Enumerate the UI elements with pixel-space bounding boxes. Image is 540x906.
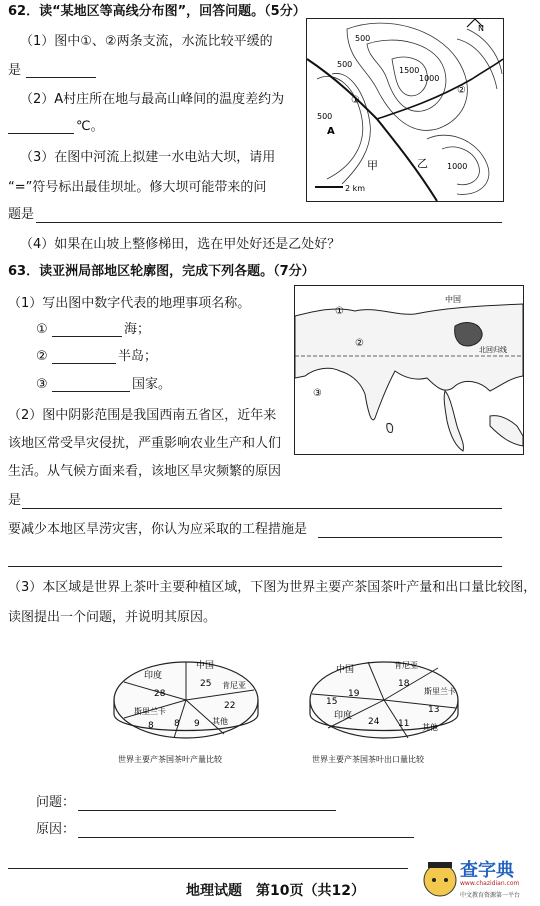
q62-part3a: （3）在图中河流上拟建一水电站大坝，请用 [20,150,276,165]
page-footer: 地理试题 第10页（共12） [186,883,365,899]
item2-number: ② [36,349,48,364]
contour-label: 1000 [419,74,440,83]
pie1-value: 8 [174,719,180,729]
q62-part1: （1）图中①、②两条支流，水流比较平缓的 [20,34,273,49]
asia-map [294,285,524,455]
pie2-label: 其他 [422,723,438,732]
q63-part2b: 该地区常受旱灾侵扰，严重影响农业生产和人们 [8,436,282,451]
q63-part3b: 读图提出一个问题，并说明其原因。 [8,610,217,625]
pie1-value: 8 [148,721,154,731]
tea-export-pie [298,638,472,768]
tea-production-pie-drawing [104,638,274,768]
q62-part4: （4）如果在山坡上整修梯田，选在甲处好还是乙处好？ [20,237,341,252]
q62-title: 62．读“某地区等高线分布图”，回答问题。（5分） [8,4,306,19]
logo-tagline: 中文教育资源第一平台 [460,892,521,899]
q63-part2e: 要减少本地区旱涝灾害，你认为应采取的工程措施是 [8,522,308,537]
answer-blank [52,363,116,364]
pie1-label: 其他 [212,717,228,726]
answer-blank [78,810,336,811]
pie2-value: 13 [428,705,440,715]
item3-number: ③ [36,377,48,392]
q62-part3c: 题是 [8,207,35,222]
map-marker-3: ③ [313,388,322,399]
pie1-label: 中国 [196,661,215,671]
pie2-label: 斯里兰卡 [424,687,456,696]
question-label: 问题： [36,795,76,810]
asia-map-drawing [295,286,523,454]
pie2-value: 18 [398,679,410,689]
branch-1-label: ① [351,95,360,106]
answer-blank [8,566,502,567]
answer-blank [36,222,502,223]
item1-tail: 海； [124,322,151,337]
q63-part2a: （2）图中阴影范围是我国西南五省区，近年来 [8,408,277,423]
contour-label: 1000 [447,162,468,171]
pie1-value: 28 [154,689,166,699]
reason-label: 原因： [36,822,76,837]
tropic-label: 北回归线 [479,346,507,354]
map-marker-1: ① [335,306,344,317]
pie1-label: 斯里兰卡 [134,707,166,716]
pie2-caption: 世界主要产茶国茶叶出口量比较 [312,755,424,764]
pie1-label: 肯尼亚 [222,681,246,690]
pie1-value: 25 [200,679,212,689]
contour-label: 1500 [399,66,420,75]
pie2-value: 15 [326,697,338,707]
pie1-label: 印度 [144,671,163,681]
tea-production-pie [104,638,274,768]
place-jia-label: 甲 [367,159,378,172]
q63-part2d: 是 [8,493,22,508]
logo-url: www.chazidian.com [460,880,520,887]
q63-part2c: 生活。从气候方面来看，该地区旱灾频繁的原因 [8,464,282,479]
logo-name: 查字典 [460,860,514,881]
village-a-label: A [327,126,335,137]
pie1-value: 9 [194,719,200,729]
pie2-label: 中国 [336,665,355,675]
answer-blank [22,508,502,509]
pie2-value: 19 [348,689,360,699]
china-label: 中国 [445,295,461,304]
contour-map [306,18,504,202]
answer-blank [318,537,502,538]
answer-blank [52,391,130,392]
contour-map-drawing [307,19,503,201]
pie1-value: 22 [224,701,236,711]
item3-tail: 国家。 [132,377,172,392]
contour-label: 500 [355,34,371,43]
q63-title: 63．读亚洲局部地区轮廓图，完成下列各题。（7分） [8,264,315,279]
answer-blank [8,133,74,134]
q63-part3a: （3）本区域是世界上茶叶主要种植区域，下图为世界主要产茶国茶叶产量和出口量比较图， [8,580,537,595]
scale-label: 2 km [345,184,366,193]
map-marker-2: ② [355,338,364,349]
answer-blank [52,336,122,337]
pie2-value: 11 [398,719,410,729]
pie2-label: 肯尼亚 [394,661,418,670]
q62-part3b: “=”符号标出最佳坝址。修大坝可能带来的问 [8,180,267,195]
contour-label: 500 [317,112,333,121]
watermark-logo [420,856,536,902]
place-yi-label: 乙 [417,157,428,170]
tea-export-pie-drawing [298,638,472,768]
contour-label: 500 [337,60,353,69]
pie2-label: 印度 [334,711,353,721]
item2-tail: 半岛； [118,349,158,364]
answer-blank [26,77,96,78]
north-label: N [478,24,484,33]
pie1-caption: 世界主要产茶国茶叶产量比较 [118,755,222,764]
q62-part2: （2）A村庄所在地与最高山峰间的温度差约为 [20,92,285,107]
q63-part1: （1）写出图中数字代表的地理事项名称。 [8,296,251,311]
answer-blank [78,837,414,838]
item1-number: ① [36,322,48,337]
pie2-value: 24 [368,717,380,727]
q62-part2-unit: ℃。 [76,119,104,134]
footer-rule [8,868,408,869]
branch-2-label: ② [457,85,466,96]
q62-part1-tail: 是 [8,63,22,78]
